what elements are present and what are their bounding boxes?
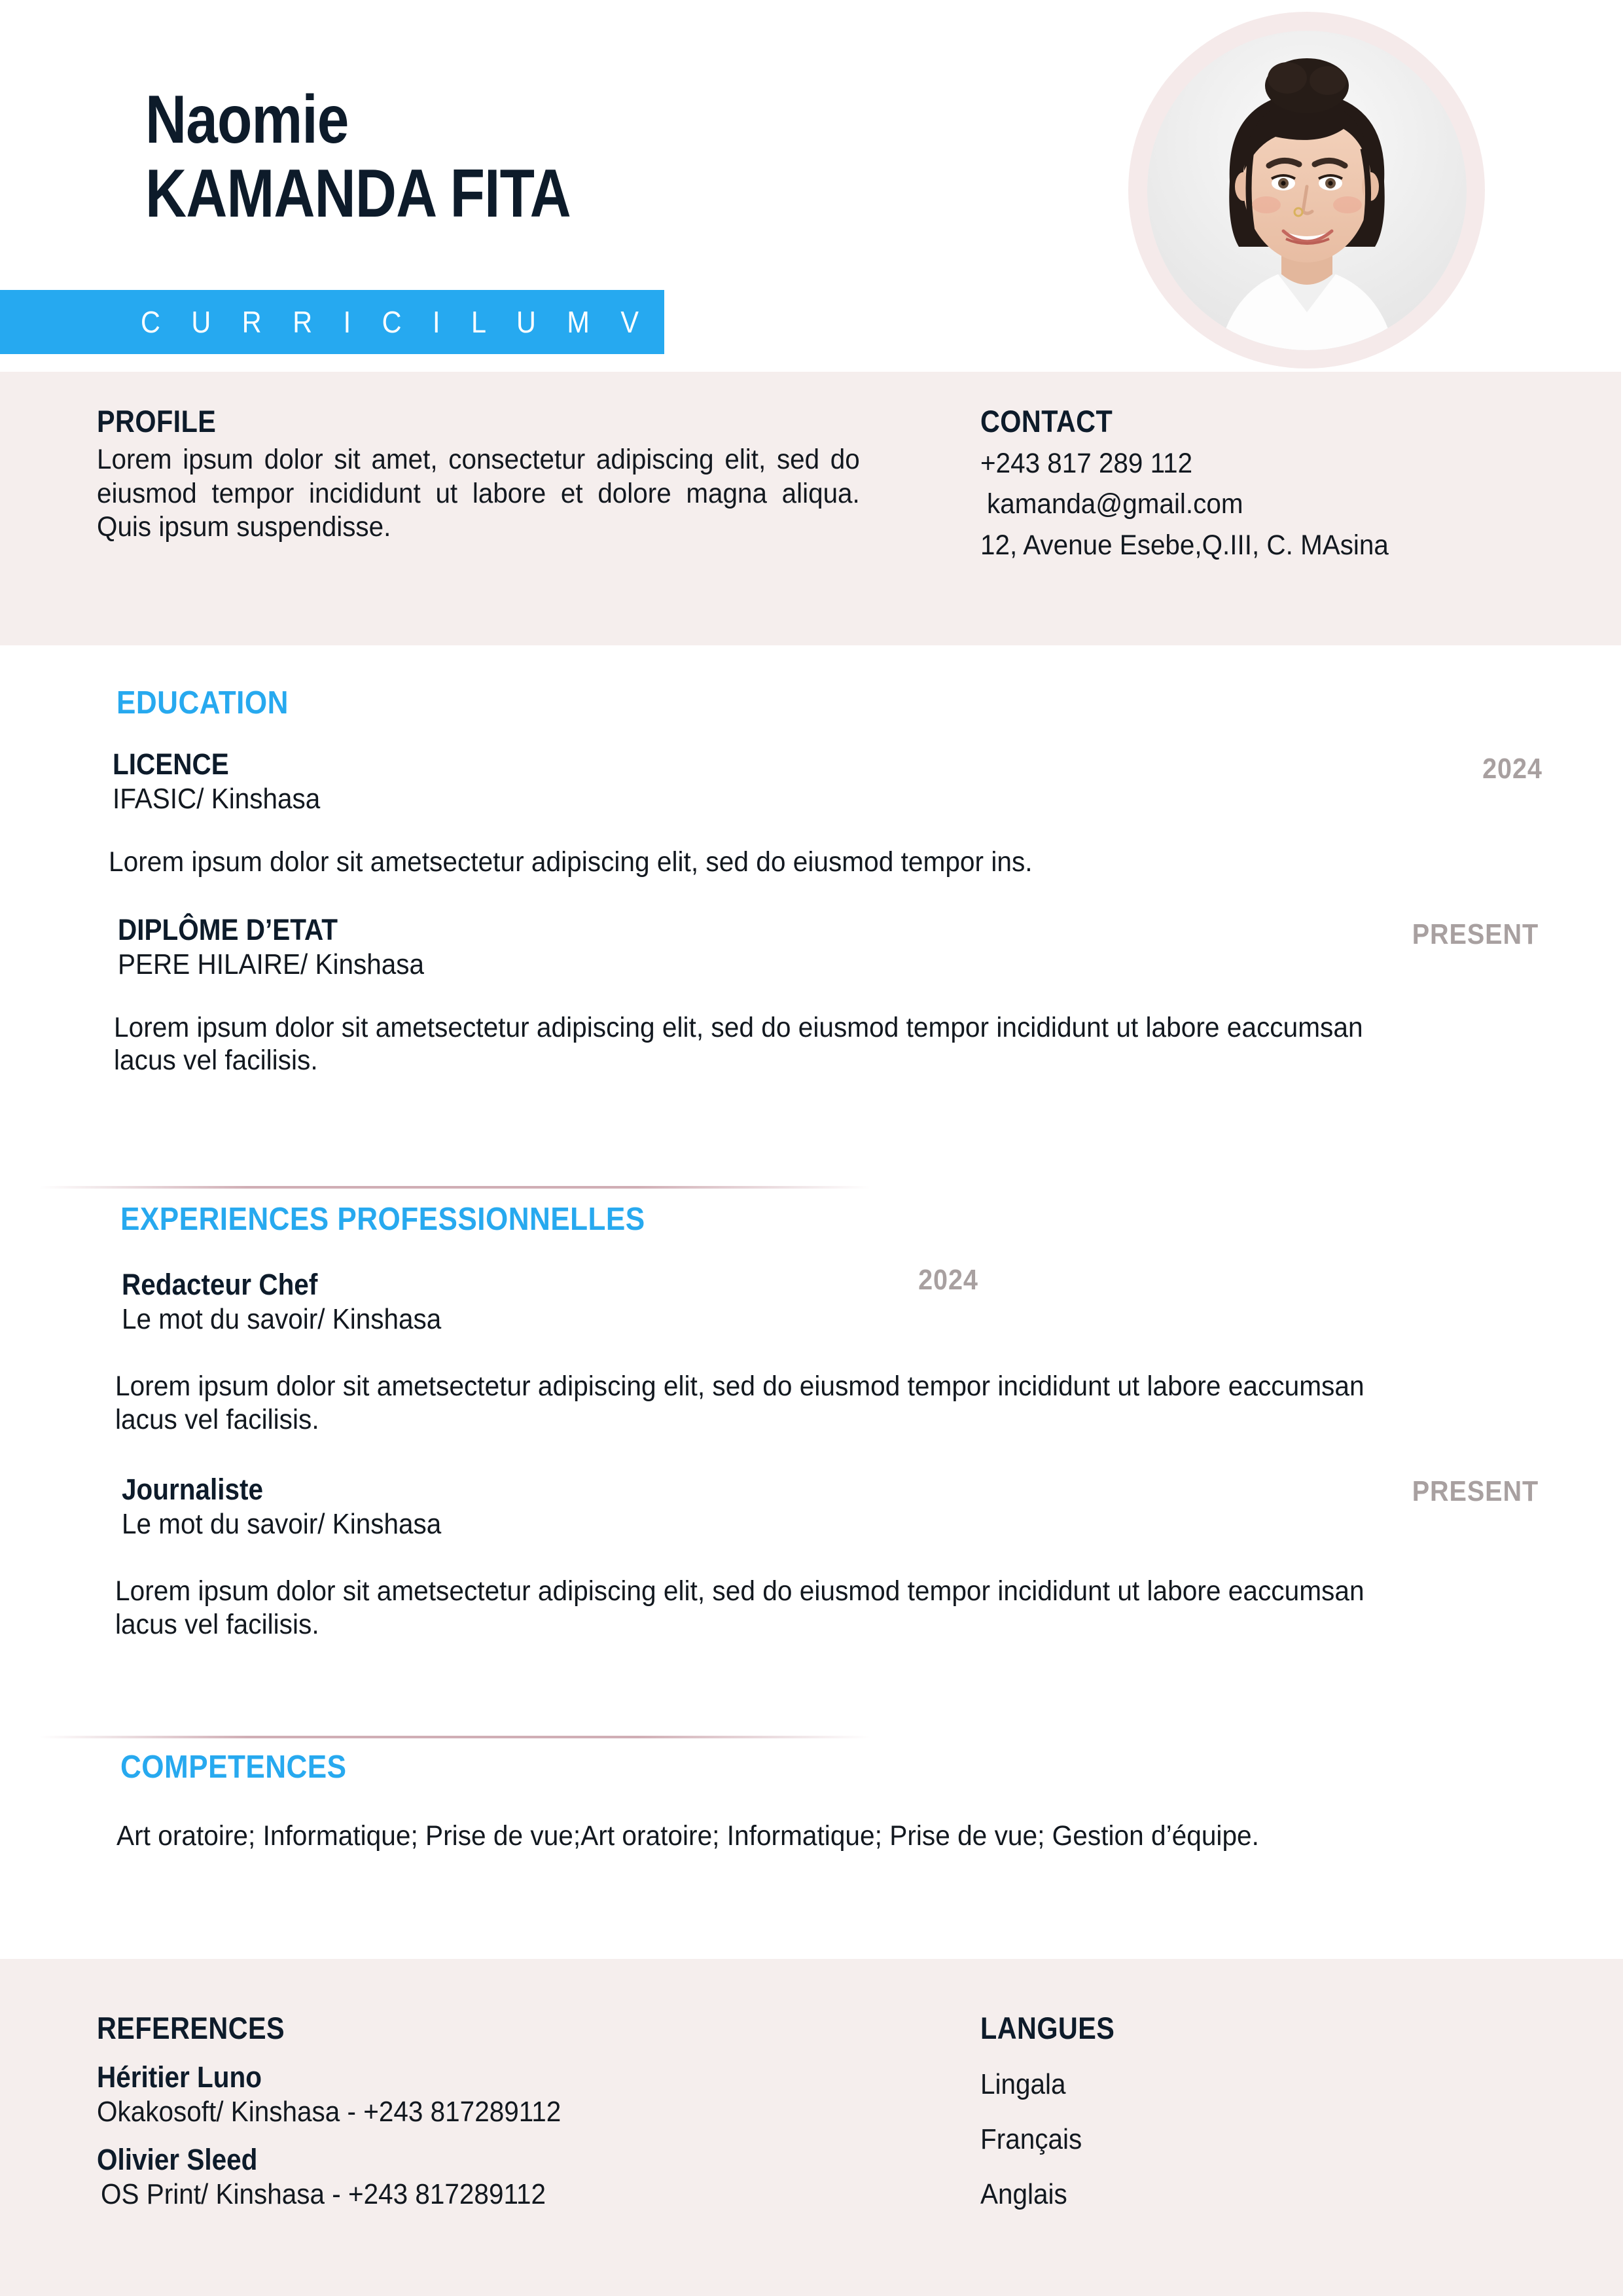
experience-item-1-description: Lorem ipsum dolor sit ametsectetur adipiscing elit, sed do eiusmod tempor incididunt ut labore eaccumsan lacus vel facilisis. (115, 1575, 1364, 1641)
divider-education-experience (39, 1186, 870, 1189)
education-item-0-subtitle: IFASIC/ Kinshasa (113, 783, 321, 815)
experience-item-1-title: Journaliste (122, 1473, 264, 1507)
experience-item-0-subtitle: Le mot du savoir/ Kinshasa (122, 1303, 442, 1335)
name-block (145, 82, 652, 232)
skills-section (0, 1749, 1623, 1853)
contact-email: kamanda@gmail.com (987, 488, 1243, 520)
language-item-1: Français (980, 2123, 1082, 2155)
contact-section (980, 403, 1589, 565)
skills-heading: COMPETENCES (120, 1749, 347, 1785)
languages-section (980, 2010, 1589, 2211)
education-item-1-title: DIPLÔME D’ETAT (118, 912, 338, 946)
cv-header (0, 0, 1623, 373)
education-item-1-description: Lorem ipsum dolor sit ametsectetur adipiscing elit, sed do eiusmod tempor incididunt ut labore eaccumsan lacus vel facilisis. (114, 1011, 1363, 1077)
experience-item-1-subtitle: Le mot du savoir/ Kinshasa (122, 1508, 442, 1541)
language-item-2: Anglais (980, 2178, 1067, 2210)
experience-item-1-date: PRESENT (1412, 1475, 1539, 1508)
education-heading: EDUCATION (116, 685, 289, 721)
contact-heading: CONTACT (980, 404, 1113, 439)
education-item-0-description: Lorem ipsum dolor sit ametsectetur adipiscing elit, sed do eiusmod tempor ins. (109, 846, 1033, 878)
skills-text: Art oratoire; Informatique; Prise de vue;Art oratoire; Informatique; Prise de vue; Gestion d’équipe. (116, 1820, 1259, 1852)
reference-1-name: Olivier Sleed (97, 2143, 258, 2176)
profile-contact-band (0, 372, 1621, 645)
divider-experience-skills (39, 1736, 870, 1738)
last-name: KAMANDA FITA (145, 156, 571, 232)
experience-heading: EXPERIENCES PROFESSIONNELLES (120, 1202, 645, 1237)
curriculum-vitae-label: C U R R I C I L U M V I T A E (141, 305, 831, 339)
experience-item-0-title: Redacteur Chef (122, 1268, 318, 1301)
curriculum-vitae-banner (0, 290, 831, 354)
reference-1-detail: OS Print/ Kinshasa - +243 817289112 (101, 2178, 546, 2210)
profile-heading: PROFILE (97, 404, 217, 439)
education-item-0 (0, 747, 1623, 816)
reference-0-detail: Okakosoft/ Kinshasa - +243 817289112 (97, 2096, 562, 2128)
education-section (0, 685, 1623, 1077)
education-item-1-date: PRESENT (1412, 918, 1539, 950)
languages-heading: LANGUES (980, 2011, 1115, 2045)
language-item-0: Lingala (980, 2068, 1066, 2100)
experience-item-0-description: Lorem ipsum dolor sit ametsectetur adipiscing elit, sed do eiusmod tempor incididunt ut labore eaccumsan lacus vel facilisis. (115, 1371, 1364, 1435)
references-languages-band (0, 1959, 1623, 2296)
contact-address: 12, Avenue Esebe,Q.III, C. MAsina (980, 529, 1389, 561)
avatar (1128, 12, 1485, 368)
contact-phone: +243 817 289 112 (980, 448, 1193, 479)
experience-item-1 (0, 1473, 1623, 1541)
reference-0-name: Héritier Luno (97, 2060, 262, 2094)
education-item-0-date: 2024 (1482, 753, 1543, 785)
experience-section (0, 1201, 1623, 1641)
education-item-1-subtitle: PERE HILAIRE/ Kinshasa (118, 948, 424, 980)
references-section (97, 2010, 915, 2211)
profile-text: Lorem ipsum dolor sit amet, consectetur adipiscing elit, sed do eiusmod tempor incididunt ut labore et dolore magna aliqua. Quis ipsum suspendisse. (97, 444, 860, 543)
portrait-illustration (1147, 31, 1467, 350)
education-item-1 (0, 913, 1623, 981)
first-name: Naomie (145, 82, 349, 158)
education-item-0-title: LICENCE (113, 747, 229, 781)
profile-section (97, 403, 863, 545)
experience-item-0-date: 2024 (918, 1264, 978, 1296)
references-heading: REFERENCES (97, 2011, 285, 2045)
experience-item-0 (0, 1264, 1623, 1336)
portrait-photo (1147, 31, 1467, 350)
